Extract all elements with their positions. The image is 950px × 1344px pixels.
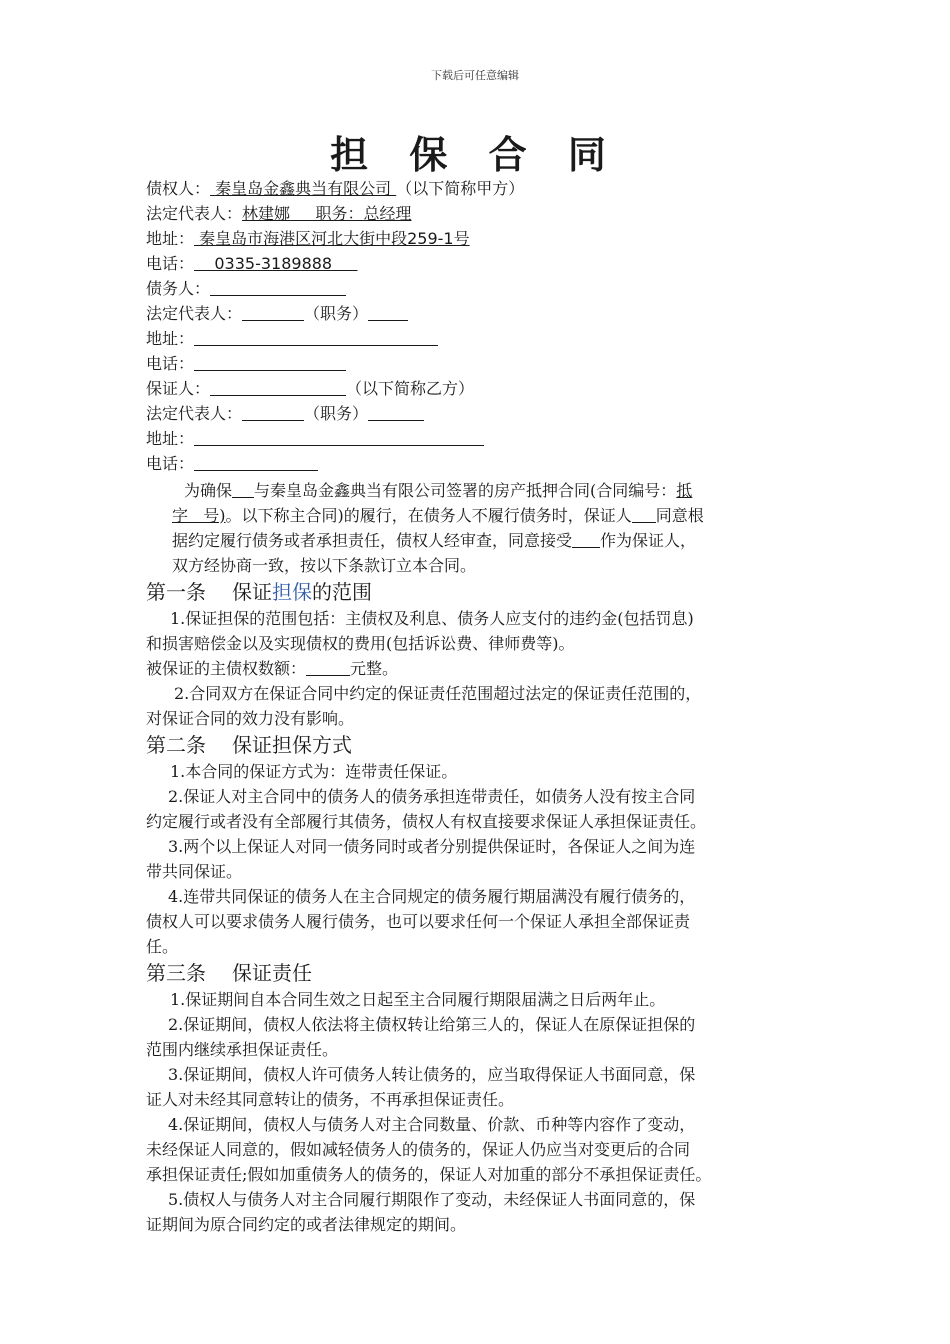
clause-text: 债权人可以要求债务人履行债务，也可以要求任何一个保证人承担全部保证责 xyxy=(146,912,691,931)
guarantor-duty-blank[interactable] xyxy=(368,404,424,421)
article-title: 保证 xyxy=(232,580,272,604)
article-number: 第一条 xyxy=(146,580,206,604)
guarantor-addr-blank[interactable] xyxy=(194,429,484,446)
intro-text: 双方经协商一致，按以下条款订立本合同。 xyxy=(172,556,477,575)
article-1-heading xyxy=(146,578,826,606)
debtor-duty-label: （职务） xyxy=(304,304,369,323)
clause-text: 对保证合同的效力没有影响。 xyxy=(146,709,355,728)
article-number: 第二条 xyxy=(146,733,206,757)
debtor-rep-blank[interactable] xyxy=(242,304,304,321)
guarantor-rep-blank[interactable] xyxy=(242,404,304,421)
clause-text: 3.两个以上保证人对同一债务同时或者分别提供保证时，各保证人之间为连 xyxy=(168,837,696,856)
clause-text: 带共同保证。 xyxy=(146,862,243,881)
article-title: 的范围 xyxy=(312,580,372,604)
clause-text: 4.连带共同保证的债务人在主合同规定的债务履行期届满没有履行债务的， xyxy=(168,887,696,906)
contract-body xyxy=(146,176,826,1237)
intro-blank-accept[interactable] xyxy=(572,531,600,548)
header-note: 下载后可任意编辑 xyxy=(431,69,519,82)
debtor-line xyxy=(146,276,826,301)
debtor-rep-line xyxy=(146,301,826,326)
intro-text: 与秦皇岛金鑫典当有限公司签署的房产抵押合同(合同编号： xyxy=(254,481,677,500)
creditor-line xyxy=(146,176,826,201)
intro-blank-party[interactable] xyxy=(232,481,254,498)
contract-number-value: 字 号) xyxy=(172,506,226,525)
clause-text: 被保证的主债权数额： xyxy=(146,659,307,678)
clause-text: 范围内继续承担保证责任。 xyxy=(146,1040,339,1059)
creditor-tel-label: 电话： xyxy=(146,254,195,273)
guarantee-link[interactable]: 担保 xyxy=(272,580,312,604)
clause-text: 1.保证期间自本合同生效之日起至主合同履行期限届满之日后两年止。 xyxy=(170,990,666,1009)
creditor-address-line xyxy=(146,226,826,251)
clause-text: 证期间为原合同约定的或者法律规定的期间。 xyxy=(146,1215,467,1234)
debtor-tel-label: 电话： xyxy=(146,354,195,373)
clause-text: 元整。 xyxy=(350,659,399,678)
guarantor-line xyxy=(146,376,826,401)
intro-text: 作为保证人， xyxy=(600,531,697,550)
article-title: 保证责任 xyxy=(232,961,312,985)
clause-text: 未经保证人同意的，假如减轻债务人的债务的，保证人仍应当对变更后的合同 xyxy=(146,1140,691,1159)
creditor-rep-line xyxy=(146,201,826,226)
article-2-heading xyxy=(146,731,826,759)
debtor-addr-blank[interactable] xyxy=(194,329,438,346)
clause-text: 2.保证人对主合同中的债务人的债务承担连带责任，如债务人没有按主合同 xyxy=(168,787,696,806)
intro-text: 据约定履行债务或者承担责任，债权人经审查，同意接受 xyxy=(172,531,573,550)
creditor-rep-value: 林建娜 职务：总经理 xyxy=(242,204,412,223)
debtor-rep-label: 法定代表人： xyxy=(146,304,243,323)
debtor-name-blank[interactable] xyxy=(210,279,346,296)
guarantor-tel-label: 电话： xyxy=(146,454,195,473)
debtor-address-line xyxy=(146,326,826,351)
article-2-body xyxy=(146,759,826,959)
guarantor-duty-label: （职务） xyxy=(304,404,369,423)
debtor-duty-blank[interactable] xyxy=(368,304,408,321)
article-1-body xyxy=(146,606,826,731)
clause-text: 和损害赔偿金以及实现债权的费用(包括诉讼费、律师费等)。 xyxy=(146,634,575,653)
clause-text: 5.债权人与债务人对主合同履行期限作了变动，未经保证人书面同意的，保 xyxy=(168,1190,696,1209)
clause-text: 1.保证担保的范围包括：主债权及利息、债务人应支付的违约金(包括罚息) xyxy=(170,609,694,628)
creditor-name: 秦皇岛金鑫典当有限公司 xyxy=(210,179,397,198)
debtor-tel-blank[interactable] xyxy=(194,354,346,371)
creditor-addr-value: 秦皇岛市海港区河北大街中段259-1号 xyxy=(194,229,470,248)
guarantor-label: 保证人： xyxy=(146,379,211,398)
principal-amount-blank[interactable] xyxy=(306,659,350,676)
guarantor-name-blank[interactable] xyxy=(210,379,346,396)
intro-blank-guarantor[interactable] xyxy=(632,506,656,523)
guarantor-rep-label: 法定代表人： xyxy=(146,404,243,423)
guarantor-address-line xyxy=(146,426,826,451)
clause-text: 承担保证责任;假如加重债务人的债务的，保证人对加重的部分不承担保证责任。 xyxy=(146,1165,712,1184)
article-number: 第三条 xyxy=(146,961,206,985)
clause-text: 2.保证期间，债权人依法将主债权转让给第三人的，保证人在原保证担保的 xyxy=(168,1015,696,1034)
clause-text: 证人对未经其同意转让的债务，不再承担保证责任。 xyxy=(146,1090,515,1109)
clause-text: 1.本合同的保证方式为：连带责任保证。 xyxy=(170,762,458,781)
debtor-label: 债务人： xyxy=(146,279,211,298)
article-3-body xyxy=(146,987,826,1237)
creditor-tel-line xyxy=(146,251,826,276)
clause-text: 3.保证期间，债权人许可债务人转让债务的，应当取得保证人书面同意，保 xyxy=(168,1065,696,1084)
creditor-label: 债权人： xyxy=(146,179,211,198)
clause-text: 任。 xyxy=(146,937,179,956)
intro-paragraph xyxy=(172,478,812,578)
article-3-heading xyxy=(146,959,826,987)
clause-text: 2.合同双方在保证合同中约定的保证责任范围超过法定的保证责任范围的， xyxy=(174,684,702,703)
guarantor-rep-line xyxy=(146,401,826,426)
creditor-rep-label: 法定代表人： xyxy=(146,204,243,223)
guarantor-addr-label: 地址： xyxy=(146,429,195,448)
intro-text: 同意根 xyxy=(655,506,704,525)
clause-text: 4.保证期间，债权人与债务人对主合同数量、价款、币种等内容作了变动， xyxy=(168,1115,696,1134)
guarantor-suffix: （以下简称乙方） xyxy=(346,379,475,398)
creditor-suffix: （以下简称甲方） xyxy=(396,179,525,198)
intro-text: 为确保 xyxy=(184,481,233,500)
intro-text: 。以下称主合同)的履行，在债务人不履行债务时，保证人 xyxy=(225,506,632,525)
creditor-addr-label: 地址： xyxy=(146,229,195,248)
debtor-tel-line xyxy=(146,351,826,376)
debtor-addr-label: 地址： xyxy=(146,329,195,348)
contract-number-value: 抵 xyxy=(676,481,693,500)
clause-text: 约定履行或者没有全部履行其债务，债权人有权直接要求保证人承担保证责任。 xyxy=(146,812,707,831)
creditor-tel-value: 0335-3189888 xyxy=(194,254,358,273)
guarantor-tel-line xyxy=(146,451,826,476)
guarantor-tel-blank[interactable] xyxy=(194,454,318,471)
article-title: 保证担保方式 xyxy=(232,733,352,757)
document-title: 担 保 合 同 xyxy=(330,133,620,177)
